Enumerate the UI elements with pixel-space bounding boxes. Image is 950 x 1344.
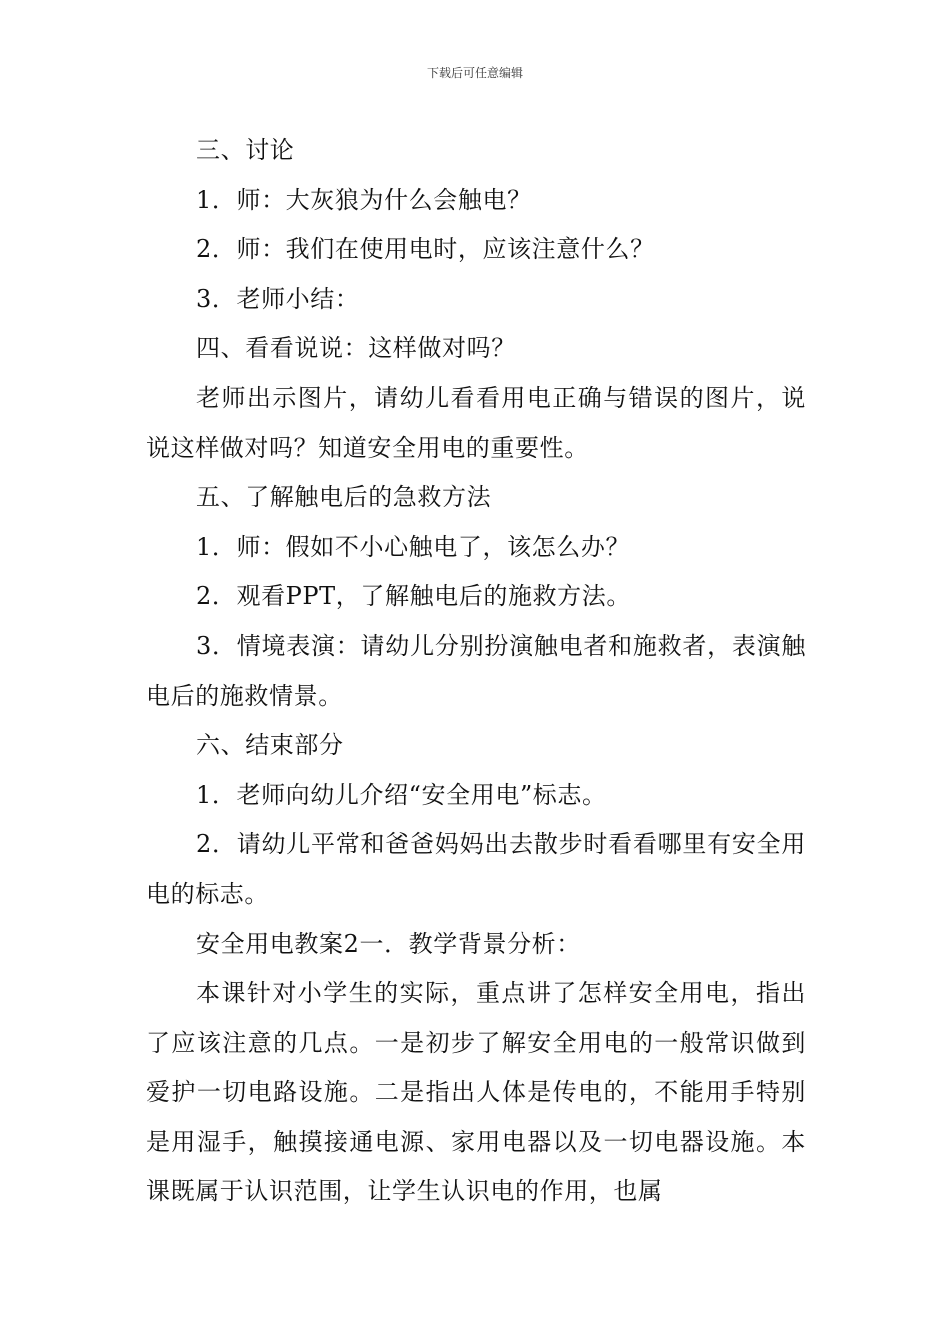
document-body (146, 126, 806, 1217)
section-heading-lesson-plan-2: 安全用电教案2一．教学背景分析： (196, 929, 581, 958)
list-item: 2．请幼儿平常和爸爸妈妈出去散步时看看哪里有安全用电的标志。 (146, 830, 806, 908)
list-item: 1．师：假如不小心触电了，该怎么办？ (196, 532, 631, 561)
body-paragraph: 老师出示图片，请幼儿看看用电正确与错误的图片，说说这样做对吗？知道安全用电的重要性。 (146, 383, 806, 462)
list-item: 3．情境表演：请幼儿分别扮演触电者和施救者，表演触电后的施救情景。 (146, 631, 806, 710)
list-item: 3．老师小结： (196, 284, 360, 313)
section-heading-discussion: 三、讨论 (196, 136, 295, 164)
page-header-note: 下载后可任意编辑 (426, 66, 523, 80)
list-item: 1．老师向幼儿介绍“安全用电”标志。 (196, 780, 607, 809)
section-heading-first-aid: 五、了解触电后的急救方法 (196, 483, 492, 512)
section-heading-ending: 六、结束部分 (196, 731, 344, 760)
body-paragraph: 本课针对小学生的实际，重点讲了怎样安全用电，指出了应该注意的几点。一是初步了解安全用电的一般常识做到爱护一切电路设施。二是指出人体是传电的，不能用手特别是用湿手，触摸接通电源、家用电器以及一切电器设施。本课既属于认识范围，让学生认识电的作用，也属 (146, 979, 806, 1206)
list-item: 2．师：我们在使用电时，应该注意什么？ (196, 235, 655, 264)
section-heading-look-and-say: 四、看看说说：这样做对吗？ (196, 334, 516, 363)
list-item: 1．师：大灰狼为什么会触电？ (196, 185, 532, 214)
list-item: 2．观看PPT，了解触电后的施救方法。 (196, 582, 631, 611)
